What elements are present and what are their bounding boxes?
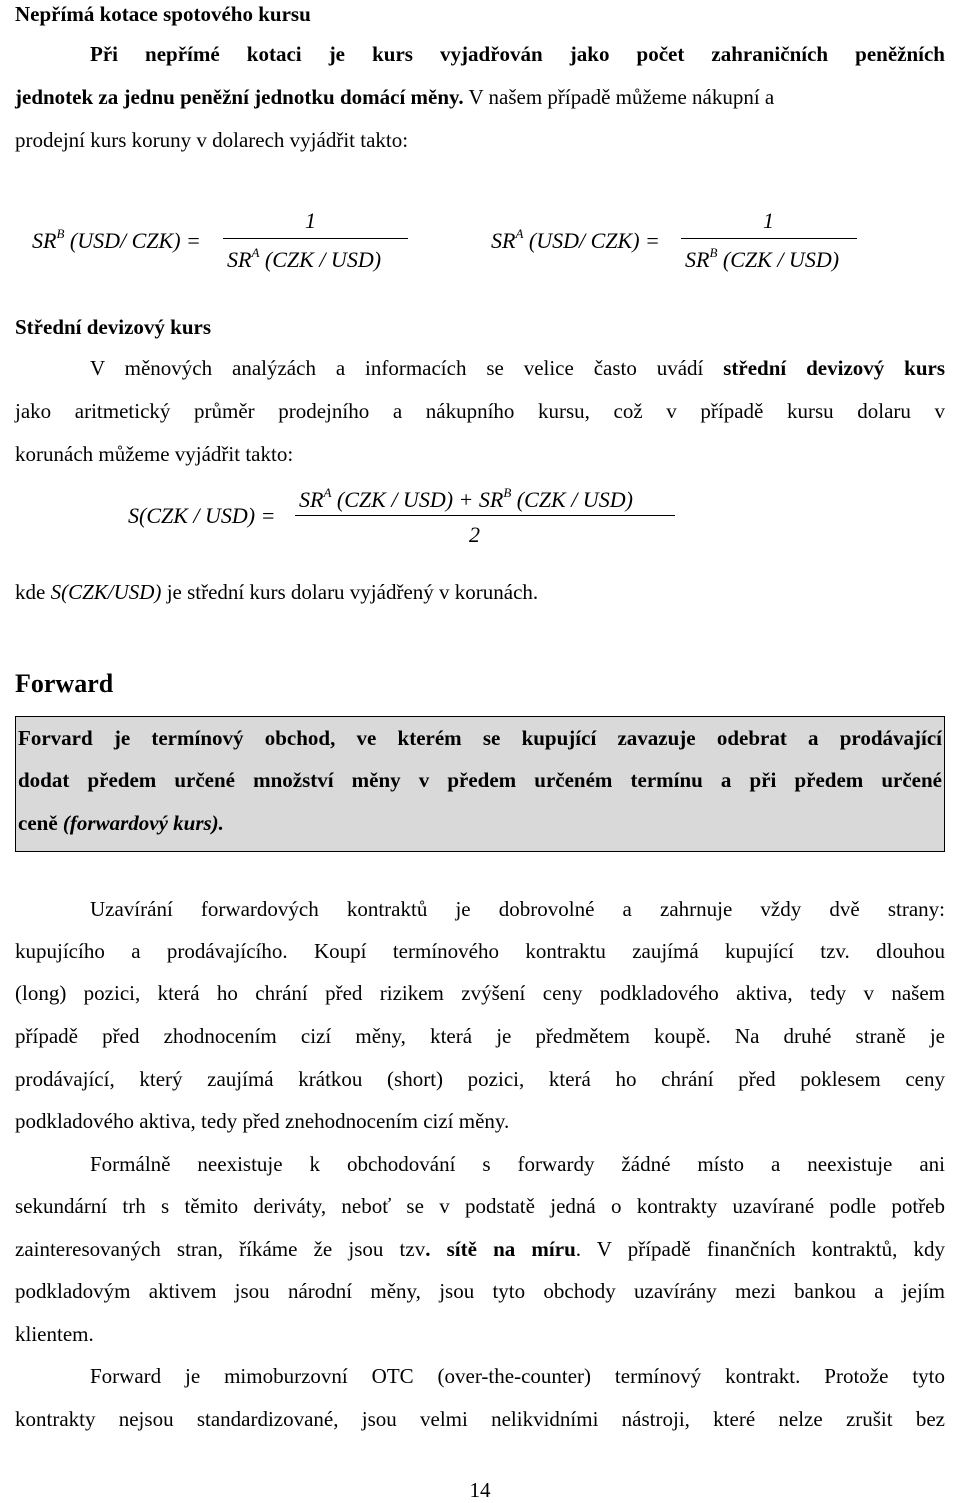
formula-argument: (CZK / USD) bbox=[264, 247, 382, 272]
paragraph-line: klientem. bbox=[15, 1322, 94, 1346]
paragraph-line: Uzavírání forwardových kontraktů je dobrovolné a zahrnuje vždy dvě strany: bbox=[90, 897, 945, 921]
formula-symbol: SR bbox=[227, 247, 252, 272]
text: kde bbox=[15, 580, 51, 604]
formula-superscript: A bbox=[251, 245, 260, 260]
formula-numerator: 1 bbox=[763, 208, 774, 233]
paragraph-line: sekundární trh s těmito deriváty, neboť se v podstatě jedná o kontrakty uzavírané podle potřeb bbox=[15, 1194, 945, 1218]
formula-symbol: SR bbox=[685, 247, 710, 272]
text: zainteresovaných stran, říkáme že jsou tzv bbox=[15, 1237, 426, 1261]
fraction-bar bbox=[681, 238, 857, 239]
formula-argument: (CZK / USD) bbox=[516, 487, 633, 512]
paragraph-line bbox=[15, 579, 945, 605]
formula-argument: (USD/ CZK) = bbox=[69, 228, 201, 253]
paragraph-line bbox=[15, 84, 945, 110]
paragraph-line: Forward je mimoburzovní OTC (over-the-counter) termínový kontrakt. Protože tyto bbox=[90, 1364, 945, 1388]
paragraph-line: podkladovým aktivem jsou národní měny, jsou tyto obchody uzavírány mezi bankou a jejím bbox=[15, 1279, 945, 1303]
paragraph-line: kupujícího a prodávajícího. Koupí termínového kontraktu zaujímá kupující tzv. dlouhou bbox=[15, 939, 945, 963]
formula-superscript: B bbox=[503, 485, 512, 500]
section-heading-indirect-quote: Nepřímá kotace spotového kursu bbox=[15, 2, 311, 26]
paragraph-line: prodávající, který zaujímá krátkou (short) pozici, která ho chrání před poklesem ceny bbox=[15, 1067, 945, 1091]
formula-superscript: A bbox=[323, 485, 332, 500]
fraction-bar bbox=[295, 515, 675, 516]
text: je střední kurs dolaru vyjádřený v korunách. bbox=[161, 580, 539, 604]
definition-line: dodat předem určené množství měny v předem určeném termínu a při předem určené bbox=[18, 768, 942, 792]
text: . V případě finančních kontraktů, kdy bbox=[575, 1237, 946, 1261]
paragraph-line: podkladového aktiva, tedy před znehodnocením cizí měny. bbox=[15, 1109, 510, 1133]
formula-symbol: SR bbox=[32, 228, 57, 253]
text: V našem případě můžeme nákupní a bbox=[463, 85, 775, 109]
bold-italic-text: (forwardový kurs). bbox=[62, 811, 224, 835]
italic-text: S(CZK/USD) bbox=[50, 580, 162, 604]
paragraph-line bbox=[15, 1236, 945, 1262]
formula-superscript: B bbox=[56, 226, 65, 241]
paragraph-line: korunách můžeme vyjádřit takto: bbox=[15, 442, 294, 466]
formula-superscript: A bbox=[515, 226, 524, 241]
formula-symbol: SR bbox=[299, 487, 324, 512]
formula-superscript: B bbox=[709, 245, 718, 260]
paragraph-line: Formálně neexistuje k obchodování s forwardy žádné místo a neexistuje ani bbox=[90, 1152, 945, 1176]
text: V měnových analýzách a informacích se velice často uvádí bbox=[90, 356, 724, 380]
paragraph-line: Při nepřímé kotaci je kurs vyjadřován jako počet zahraničních peněžních bbox=[90, 42, 945, 66]
paragraph-line bbox=[90, 355, 945, 381]
section-heading-mid-rate: Střední devizový kurs bbox=[15, 315, 212, 339]
formula-symbol: SR bbox=[478, 487, 504, 512]
paragraph-line: prodejní kurs koruny v dolarech vyjádřit takto: bbox=[15, 128, 409, 152]
definition-box bbox=[15, 716, 945, 852]
formula-argument: (CZK / USD) + bbox=[336, 487, 474, 512]
paragraph-line: kontrakty nejsou standardizované, jsou velmi nelikvidními nástroji, které nelze zrušit bez bbox=[15, 1407, 945, 1431]
paragraph-line: případě před zhodnocením cizí měny, která je předmětem koupě. Na druhé straně je bbox=[15, 1024, 945, 1048]
formula-lhs: S(CZK / USD) = bbox=[128, 503, 276, 528]
formula-numerator: 1 bbox=[305, 208, 316, 233]
bold-text: . sítě na míru bbox=[425, 1237, 576, 1261]
bold-text: jednotek za jednu peněžní jednotku domácí měny. bbox=[15, 85, 464, 109]
page-number: 14 bbox=[469, 1478, 491, 1502]
formula-denominator: 2 bbox=[469, 522, 480, 547]
paragraph-line: jako aritmetický průměr prodejního a nákupního kursu, což v případě kursu dolaru v bbox=[15, 399, 945, 423]
formula-symbol: SR bbox=[491, 228, 516, 253]
paragraph-line: (long) pozici, která ho chrání před rizikem zvýšení ceny podkladového aktiva, tedy v našem bbox=[15, 981, 945, 1005]
definition-line: Forvard je termínový obchod, ve kterém se kupující zavazuje odebrat a prodávající bbox=[18, 726, 942, 750]
definition-line bbox=[18, 810, 942, 836]
formula-argument: (CZK / USD) bbox=[722, 247, 840, 272]
formula-argument: (USD/ CZK) = bbox=[528, 228, 660, 253]
fraction-bar bbox=[223, 238, 408, 239]
section-heading-forward: Forward bbox=[15, 669, 114, 698]
bold-text: ceně bbox=[18, 811, 63, 835]
bold-text: střední devizový kurs bbox=[723, 356, 945, 380]
